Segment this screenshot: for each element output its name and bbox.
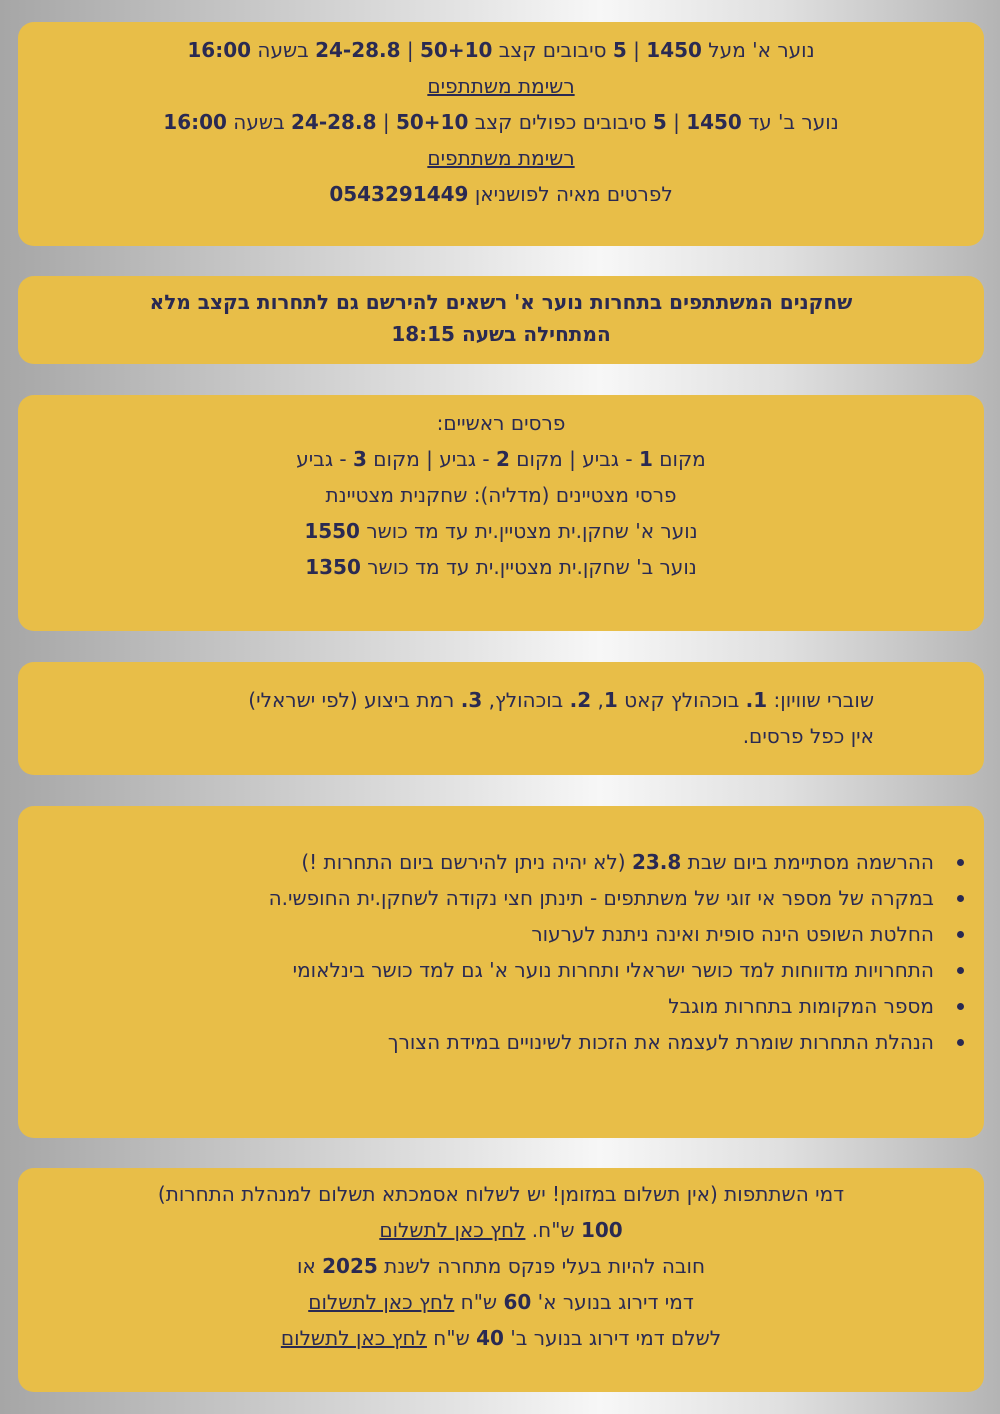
bullet-icon xyxy=(957,895,964,902)
list-item xyxy=(18,988,934,1024)
youth-b-rounds: 5 xyxy=(652,110,667,134)
notice-line-2: המתחילה בשעה 18:15 xyxy=(391,322,611,346)
list-item xyxy=(18,880,934,916)
contact-label: לפרטים מאיה לפושניאן xyxy=(468,182,673,206)
youth-b-excellence xyxy=(18,549,984,585)
youth-b-rating-fee-amount: 40 xyxy=(476,1326,504,1350)
notice-line-1: שחקנים המשתתפים בתחרות נוער א' רשאים להירשם גם לתחרות בקצב מלא xyxy=(149,290,853,314)
excellence-prizes: פרסי מצטיינים (מדליה): שחקנית מצטיינת xyxy=(325,483,677,507)
no-double-prizes: אין כפל פרסים. xyxy=(742,724,874,748)
tiebreak-item: בוכהולץ קאט xyxy=(617,688,746,712)
youth-a-rounds-label: סיבובים קצב xyxy=(492,38,613,62)
place-3: 3 xyxy=(353,447,367,471)
membership-line xyxy=(18,1248,984,1284)
time-label: בשעה xyxy=(226,110,291,134)
youth-a-rounds: 5 xyxy=(612,38,627,62)
youth-b-time: 16:00 xyxy=(163,110,227,134)
place-label: מקום xyxy=(509,447,563,471)
place-1-prize: - גביע xyxy=(582,447,639,471)
tiebreak-item: בוכהולץ, xyxy=(482,688,570,712)
tiebreak-cut-value: 1 xyxy=(603,688,618,712)
currency-unit: ש"ח xyxy=(426,1326,477,1350)
list-item xyxy=(18,1024,934,1060)
registration-deadline: 23.8 xyxy=(631,850,682,874)
prizes-heading: פרסים ראשיים: xyxy=(436,411,566,435)
tiebreak-number: 1. xyxy=(745,688,768,712)
registration-card xyxy=(18,22,984,246)
separator: | xyxy=(400,38,421,62)
youth-a-excellence xyxy=(18,513,984,549)
youth-a-dates: 24-28.8 xyxy=(315,38,401,62)
rule-text: החלטת השופט הינה סופית ואינה ניתנת לערעור xyxy=(531,922,934,946)
youth-b-rounds-label: סיבובים כפולים קצב xyxy=(468,110,653,134)
contact-phone: 0543291449 xyxy=(329,182,469,206)
bullet-icon xyxy=(957,967,964,974)
rules-list xyxy=(18,844,984,1060)
rule-text: במקרה של מספר אי זוגי של משתתפים - תינתן חצי נקודה לשחקן.ית החופשי.ה xyxy=(268,886,934,910)
fee-unit: ש"ח. xyxy=(525,1218,581,1242)
pay-link-fee[interactable]: לחץ כאן לתשלום xyxy=(379,1218,526,1242)
fee-line xyxy=(18,1212,984,1248)
place-2-prize: - גביע xyxy=(439,447,496,471)
youth-b-rating-fee-line xyxy=(18,1320,984,1356)
place-3-prize: - גביע xyxy=(296,447,353,471)
bullet-icon xyxy=(957,1003,964,1010)
prizes-card xyxy=(18,395,984,631)
youth-a-excellence-label: נוער א' שחקן.ית מצטיין.ית עד מד כושר xyxy=(359,519,698,543)
participants-list-link-a[interactable]: רשימת משתתפים xyxy=(427,74,575,98)
place-1: 1 xyxy=(638,447,653,471)
youth-a-line xyxy=(18,32,984,68)
tiebreak-item: רמת ביצוע (לפי ישראלי) xyxy=(248,688,461,712)
time-label: בשעה xyxy=(251,38,316,62)
place-2: 2 xyxy=(495,447,510,471)
youth-a-tempo: 50+10 xyxy=(420,38,493,62)
tiebreak-number: 3. xyxy=(460,688,483,712)
youth-b-tempo: 50+10 xyxy=(395,110,469,134)
fees-card xyxy=(18,1168,984,1392)
membership-or: או xyxy=(296,1254,323,1278)
separator: | xyxy=(666,110,687,134)
youth-b-rating: 1450 xyxy=(686,110,742,134)
youth-a-excellence-rating: 1550 xyxy=(304,519,360,543)
tiebreak-number: 2. xyxy=(569,688,592,712)
contact-line xyxy=(18,176,984,212)
list-item xyxy=(18,844,934,880)
list-item xyxy=(18,916,934,952)
youth-a-label: נוער א' מעל xyxy=(701,38,815,62)
place-label: מקום xyxy=(652,447,706,471)
rule-text: (לא יהיה ניתן להירשם ביום התחרות !) xyxy=(301,850,632,874)
currency-unit: ש"ח xyxy=(454,1290,504,1314)
bullet-icon xyxy=(957,859,964,866)
rules-card xyxy=(18,806,984,1138)
membership-label: חובה להיות בעלי פנקס מתחרה לשנת xyxy=(377,1254,706,1278)
youth-a-rating-fee-line xyxy=(18,1284,984,1320)
tiebreak-line xyxy=(18,682,984,718)
youth-b-excellence-rating: 1350 xyxy=(305,555,361,579)
youth-a-rating: 1450 xyxy=(646,38,702,62)
youth-b-excellence-label: נוער ב' שחקן.ית מצטיין.ית עד מד כושר xyxy=(360,555,697,579)
youth-b-dates: 24-28.8 xyxy=(291,110,377,134)
youth-b-label: נוער ב' עד xyxy=(741,110,839,134)
youth-a-rating-fee-label: דמי דירוג בנוער א' xyxy=(531,1290,694,1314)
bullet-icon xyxy=(957,931,964,938)
separator: | xyxy=(562,447,583,471)
youth-b-rating-fee-label: לשלם דמי דירוג בנוער ב' xyxy=(503,1326,722,1350)
rule-text: ההרשמה מסתיימת ביום שבת xyxy=(681,850,934,874)
tiebreak-card xyxy=(18,662,984,775)
separator: | xyxy=(626,38,647,62)
youth-a-time: 16:00 xyxy=(187,38,252,62)
membership-year: 2025 xyxy=(322,1254,378,1278)
main-prizes-line xyxy=(18,441,984,477)
youth-b-line xyxy=(18,104,984,140)
fee-amount: 100 xyxy=(580,1218,623,1242)
rule-text: מספר המקומות בתחרות מוגבל xyxy=(668,994,934,1018)
separator: | xyxy=(376,110,396,134)
rule-text: התחרויות מדווחות למד כושר ישראלי ותחרות נוער א' גם למד כושר בינלאומי xyxy=(292,958,934,982)
tiebreak-comma: , xyxy=(591,688,604,712)
rule-text: הנהלת התחרות שומרת לעצמה את הזכות לשינויים במידת הצורך xyxy=(387,1030,934,1054)
pay-link-youth-b[interactable]: לחץ כאן לתשלום xyxy=(280,1326,427,1350)
tiebreak-label: שוברי שוויון: xyxy=(767,688,874,712)
full-tempo-notice-card xyxy=(18,276,984,364)
bullet-icon xyxy=(957,1039,964,1046)
fees-heading: דמי השתתפות (אין תשלום במזומן! יש לשלוח אסמכתא תשלום למנהלת התחרות) xyxy=(157,1182,845,1206)
list-item xyxy=(18,952,934,988)
place-label: מקום xyxy=(366,447,420,471)
participants-list-link-b[interactable]: רשימת משתתפים xyxy=(427,146,575,170)
pay-link-youth-a[interactable]: לחץ כאן לתשלום xyxy=(308,1290,455,1314)
separator: | xyxy=(419,447,440,471)
youth-a-rating-fee-amount: 60 xyxy=(503,1290,532,1314)
